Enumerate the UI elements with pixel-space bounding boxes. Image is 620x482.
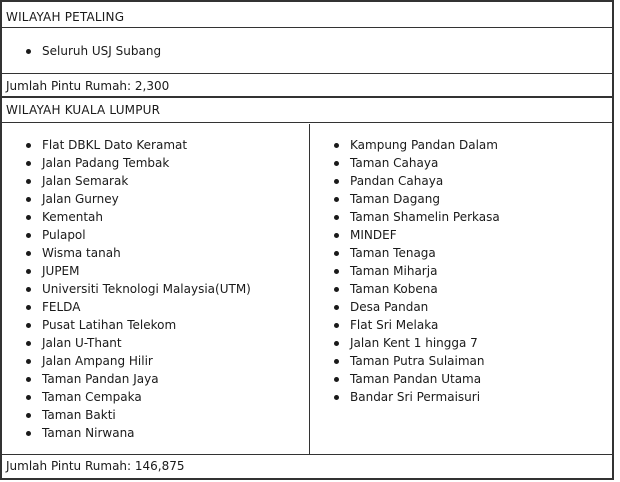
list-item: Universiti Teknologi Malaysia(UTM) — [2, 280, 251, 298]
list-item: Seluruh USJ Subang — [2, 42, 161, 60]
kuala-lumpur-total: Jumlah Pintu Rumah: 146,875 — [6, 459, 185, 473]
list-item: Taman Miharja — [310, 262, 500, 280]
list-item: Taman Cahaya — [310, 154, 500, 172]
list-item: Wisma tanah — [2, 244, 251, 262]
list-item: Taman Putra Sulaiman — [310, 352, 500, 370]
list-item: Taman Pandan Jaya — [2, 370, 251, 388]
list-item: Taman Tenaga — [310, 244, 500, 262]
list-item: MINDEF — [310, 226, 500, 244]
list-item: Kementah — [2, 208, 251, 226]
list-item: Desa Pandan — [310, 298, 500, 316]
petaling-area-list — [2, 42, 161, 60]
petaling-table — [0, 0, 614, 98]
list-item: FELDA — [2, 298, 251, 316]
list-item: Taman Nirwana — [2, 424, 251, 442]
kuala-lumpur-right-column — [310, 124, 612, 454]
kuala-lumpur-left-list — [2, 136, 251, 442]
kuala-lumpur-table — [0, 96, 614, 480]
list-item: Taman Pandan Utama — [310, 370, 500, 388]
list-item: Flat Sri Melaka — [310, 316, 500, 334]
kuala-lumpur-area-grid — [2, 124, 612, 455]
list-item: Jalan Gurney — [2, 190, 251, 208]
list-item: Taman Kobena — [310, 280, 500, 298]
list-item: Pulapol — [2, 226, 251, 244]
petaling-area-list-cell — [2, 29, 612, 74]
list-item: Jalan Kent 1 hingga 7 — [310, 334, 500, 352]
list-item: Jalan Semarak — [2, 172, 251, 190]
petaling-total: Jumlah Pintu Rumah: 2,300 — [6, 79, 170, 93]
list-item: Taman Dagang — [310, 190, 500, 208]
list-item: Flat DBKL Dato Keramat — [2, 136, 251, 154]
petaling-title: WILAYAH PETALING — [2, 6, 612, 28]
list-item: Jalan U-Thant — [2, 334, 251, 352]
list-item: JUPEM — [2, 262, 251, 280]
list-item: Taman Shamelin Perkasa — [310, 208, 500, 226]
kuala-lumpur-right-list — [310, 136, 500, 406]
list-item: Jalan Padang Tembak — [2, 154, 251, 172]
list-item: Bandar Sri Permaisuri — [310, 388, 500, 406]
list-item: Taman Bakti — [2, 406, 251, 424]
kuala-lumpur-title: WILAYAH KUALA LUMPUR — [2, 98, 612, 123]
list-item: Pandan Cahaya — [310, 172, 500, 190]
list-item: Taman Cempaka — [2, 388, 251, 406]
kuala-lumpur-left-column — [2, 124, 310, 454]
list-item: Kampung Pandan Dalam — [310, 136, 500, 154]
list-item: Pusat Latihan Telekom — [2, 316, 251, 334]
list-item: Jalan Ampang Hilir — [2, 352, 251, 370]
